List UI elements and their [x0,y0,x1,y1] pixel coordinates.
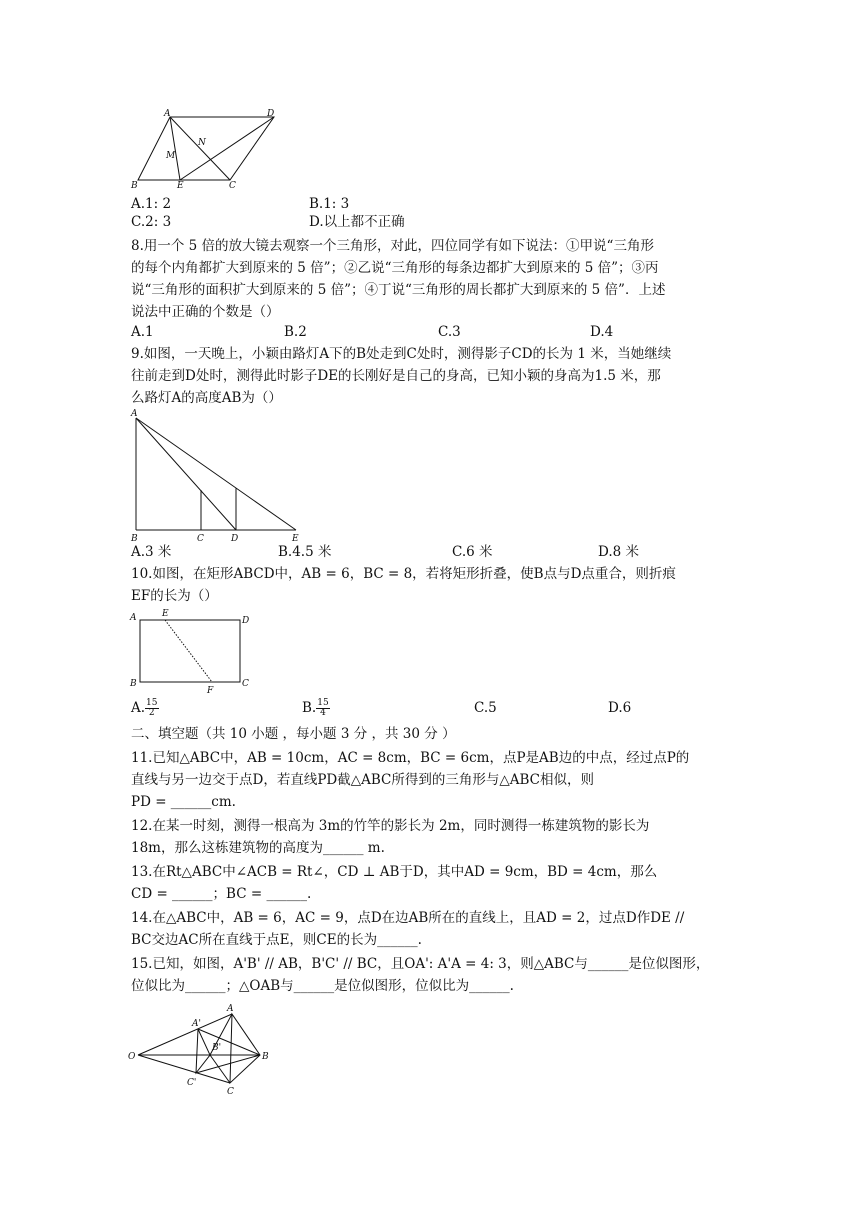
section-2-heading: 二、填空题（共 10 小题 ，每小题 3 分 ，共 30 分 ） [131,726,456,742]
q9-label-C: C [197,534,204,544]
q10-label-E: E [162,609,169,619]
q9-label-A: A [131,409,138,419]
q10-label-F: F [207,686,214,696]
q7-label-B: B [131,181,138,190]
q11-line-1: 11.已知△ABC中，AB = 10cm，AC = 8cm，BC = 6cm，点P是AB边的中点，经过点P的 [131,750,690,766]
q8-line-3: 说“三角形的面积扩大到原来的 5 倍”；④丁说“三角形的周长都扩大到原来的 5 倍”．上述 [131,282,666,298]
q7-label-C: C [229,181,236,190]
q10-option-b-denominator: 4 [320,708,326,718]
q9-light-ray-AD [136,418,236,530]
q15-label-A-prime: A' [192,1019,201,1029]
q14-line-1: 14.在△ABC中，AB = 6，AC = 9，点D在边AB所在的直线上，且AD = 2，过点D作DE // [131,910,685,926]
q15-ray-OC [138,1055,230,1083]
q14-line-2: BC交边AC所在直线于点E，则CE的长为______. [131,932,422,948]
q9-line-1: 9.如图，一天晚上，小颖由路灯A下的B处走到C处时，测得影子CD的长为 1 米，当她继续 [131,346,672,362]
q15-label-B: B [262,1052,269,1062]
q15-label-O: O [128,1052,136,1062]
q15-label-C-prime: C' [187,1078,197,1088]
q8-line-4: 说法中正确的个数是（） [131,304,280,320]
q10-rectangle-figure [128,606,254,696]
q7-option-a: A.1: 2 [131,196,172,212]
q7-option-c: C.2: 3 [131,214,172,230]
q12-line-1: 12.在某一时刻，测得一根高为 3m的竹竿的影长为 2m，同时测得一栋建筑物的影长为 [131,818,650,834]
q10-option-c: C.5 [474,700,497,716]
q9-label-E: E [292,534,299,544]
q9-label-B: B [131,534,138,544]
q10-option-b [302,698,330,718]
q10-option-a-fraction [145,699,158,718]
q10-option-b-prefix: B. [302,700,317,716]
q9-option-c: C.6 米 [452,544,493,560]
q9-label-D: D [231,534,239,544]
q13-line-2: CD = ______；BC = ______. [131,886,312,902]
q9-option-a: A.3 米 [131,544,172,560]
q10-fold-crease-EF [165,620,212,682]
q7-label-A: A [164,109,171,119]
q15-line-2: 位似比为______；△OAB与______是位似图形，位似比为______. [131,978,514,994]
q9-line-2: 往前走到D处时，测得此时影子DE的长刚好是自己的身高，已知小颖的身高为1.5 米，那 [131,368,661,384]
q7-label-E: E [177,181,184,190]
q10-option-a-numerator: 15 [146,698,158,708]
q11-line-2: 直线与另一边交于点D，若直线PD截△ABC所得到的三角形与△ABC相似，则 [131,772,594,788]
q10-option-a-prefix: A. [131,700,146,716]
q11-line-3: PD = ______cm. [131,794,236,810]
q10-option-a [131,698,159,718]
q15-label-C: C [227,1087,234,1097]
q10-label-D: D [242,616,250,626]
q10-option-a-denominator: 2 [148,708,155,718]
q10-option-b-numerator: 15 [317,698,329,708]
q10-option-b-fraction [316,699,329,718]
q10-line-2: EF的长为（） [131,588,218,604]
q15-homothety-figure [126,1000,276,1100]
q15-label-A: A [227,1004,234,1014]
q8-option-b: B.2 [284,324,307,340]
q8-line-2: 的每个内角都扩大到原来的 5 倍”；②乙说“三角形的每条边都扩大到原来的 5 倍”；③丙 [131,260,659,276]
q15-line-CB1 [210,1055,230,1083]
q13-line-1: 13.在Rt△ABC中∠ACB = Rt∠，CD ⊥ AB于D，其中AD = 9cm，BD = 4cm，那么 [131,864,658,880]
q9-light-ray-AE [136,418,296,530]
q10-option-d: D.6 [608,700,632,716]
q7-option-b: B.1: 3 [309,196,350,212]
q10-label-B: B [130,679,137,689]
q9-line-3: 么路灯A的高度AB为（） [131,390,282,406]
q10-rectangle-ABCD [140,620,240,682]
q7-line-DE [180,117,274,180]
q7-option-d: D.以上都不正确 [309,214,405,230]
q7-parallelogram [138,117,274,180]
q10-label-C: C [242,679,249,689]
q9-option-d: D.8 米 [598,544,640,560]
q8-line-1: 8.用一个 5 倍的放大镜去观察一个三角形，对此，四位同学有如下说法：①甲说“三角形 [131,238,654,254]
q7-label-M: M [166,151,176,161]
q10-line-1: 10.如图，在矩形ABCD中，AB = 6，BC = 8，若将矩形折叠，使B点与D点重合，则折痕 [131,566,676,582]
q12-line-2: 18m，那么这栋建筑物的高度为______ m. [131,840,385,856]
q9-option-b: B.4.5 米 [278,544,332,560]
q8-option-c: C.3 [438,324,461,340]
q7-parallelogram-figure [128,108,288,190]
q9-lamp-shadow-figure [128,408,318,546]
q15-label-B-prime: B' [212,1043,222,1053]
q8-option-d: D.4 [590,324,614,340]
q7-label-N: N [198,138,206,148]
q8-option-a: A.1 [131,324,154,340]
q7-label-D: D [267,109,275,119]
q10-label-A: A [130,613,137,623]
q15-line-1: 15.已知，如图，A'B' // AB，B'C' // BC，且OA': A'A = 4: 3，则△ABC与______是位似图形， [131,956,710,972]
q15-triangle-A1B1C1 [196,1029,210,1073]
